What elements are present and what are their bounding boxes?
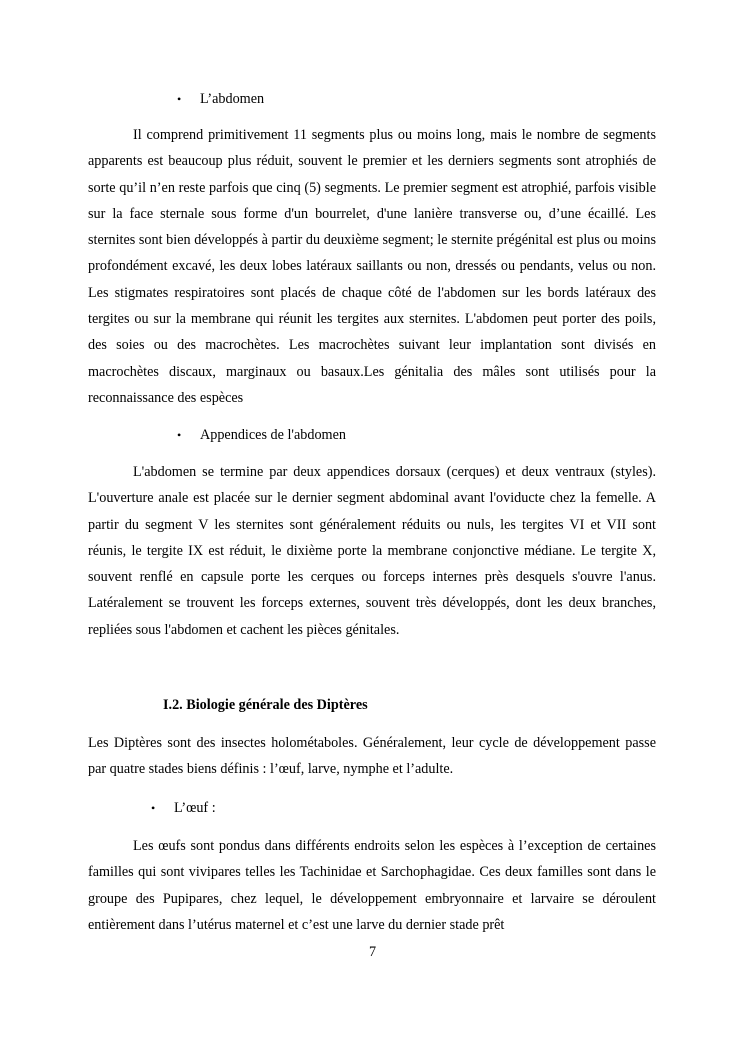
bullet-icon: • (151, 801, 156, 815)
paragraph-appendices (88, 459, 656, 643)
paragraph-text: Les Diptères sont des insectes holométaboles. Généralement, leur cycle de développement passe par quatre stades biens définis : l’œuf, larve, nymphe et l’adulte. (88, 735, 656, 778)
paragraph-text: Il comprend primitivement 11 segments plus ou moins long, mais le nombre de segments apparents est beaucoup plus réduit, souvent le premier et les derniers segments sont atrophiés de sorte qu’il n’en reste parfois que cinq (5) segments. Le premier segment est atrophié, parfois visible sur la face sternale sous forme d'un bourrelet, d'une lanière transverse ou, d’une écaillé. Les sternites sont bien développés à partir du deuxième segment; le sternite prégénital est plus ou moins profondément excavé, les deux lobes latéraux saillants ou non, dressés ou pendants, velus ou non. Les stigmates respiratoires sont placés de chaque côté de l'abdomen sur les bords latéraux des tergites ou sur la membrane qui réunit les tergites aux sternites. L'abdomen peut porter des poils, des soies ou des macrochètes. Les macrochètes suivant leur implantation sont divisés en macrochètes discaux, marginaux ou basaux.Les génitalia des mâles sont utilisés pour la reconnaissance des espèces (88, 127, 656, 406)
paragraph-text: L'abdomen se termine par deux appendices dorsaux (cerques) et deux ventraux (styles). L'ouverture anale est placée sur le dernier segment abdominal avant l'oviducte chez la femelle. A partir du segment V les sternites sont généralement réduits ou nuls, les tergites VI et VII sont réunis, le tergite IX est réduit, le dixième porte la membrane conjonctive médiane. Le tergite X, souvent renflé en capsule porte les cerques ou forceps internes près desquels s'ouvre l'anus. Latéralement se trouvent les forceps externes, souvent très développés, dont les deux branches, repliées sous l'abdomen et cachent les pièces génitales. (88, 464, 656, 638)
paragraph-text: Les œufs sont pondus dans différents endroits selon les espèces à l’exception de certaines familles qui sont vivipares telles les Tachinidae et Sarchophagidae. Ces deux familles sont dans le groupe des Pupipares, chez lequel, le développement embryonnaire et larvaire se déroulent entièrement dans l’utérus maternel et c’est une larve du dernier stade prêt (88, 838, 656, 933)
bullet-icon: • (177, 92, 182, 106)
bullet-icon: • (177, 428, 182, 442)
bullet-label: L’œuf : (174, 800, 216, 816)
paragraph-biologie (88, 730, 656, 783)
bullet-label: L’abdomen (200, 91, 265, 107)
paragraph-oeuf (88, 833, 656, 938)
page-number: 7 (368, 944, 377, 960)
bullet-label: Appendices de l'abdomen (200, 427, 346, 443)
section-heading: I.2. Biologie générale des Diptères (163, 697, 368, 713)
paragraph-abdomen (88, 122, 656, 411)
